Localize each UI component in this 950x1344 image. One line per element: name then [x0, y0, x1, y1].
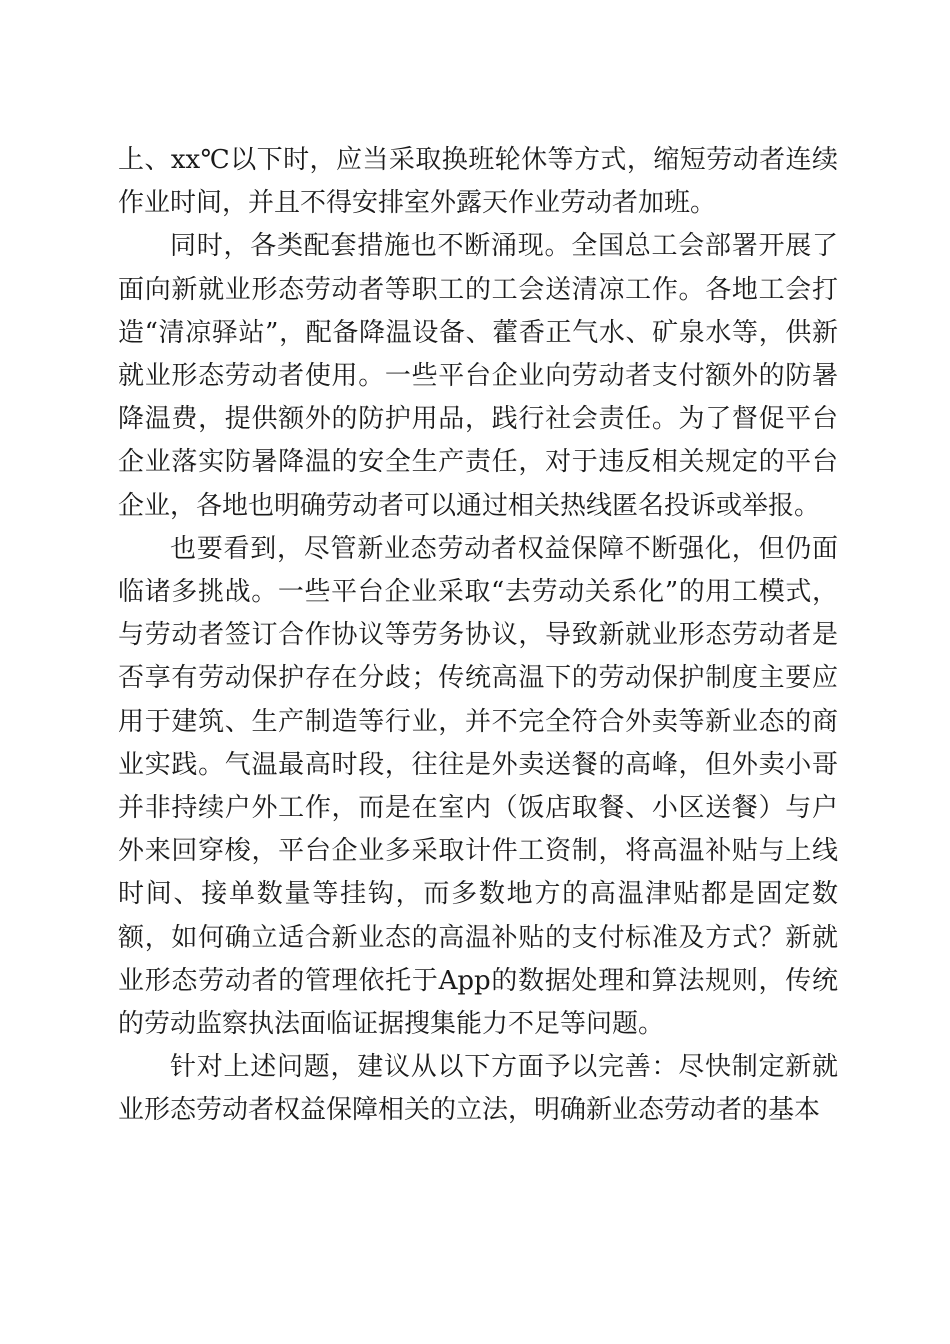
paragraph-suggestions: 针对上述问题，建议从以下方面予以完善：尽快制定新就业形态劳动者权益保障相关的立法，明确新业态劳动者的基本	[118, 1052, 838, 1126]
paragraph-challenges: 也要看到，尽管新业态劳动者权益保障不断强化，但仍面临诸多挑战。一些平台企业采取“去劳动关系化”的用工模式，与劳动者签订合作协议等劳务协议，导致新就业形态劳动者是否享有劳动保护存在分歧；传统高温下的劳动保护制度主要应用于建筑、生产制造等行业，并不完全符合外卖等新业态的商业实践。气温最高时段，往往是外卖送餐的高峰，但外卖小哥并非持续户外工作，而是在室内（饭店取餐、小区送餐）与户外来回穿梭，平台企业多采取计件工资制，将高温补贴与上线时间、接单数量等挂钩，而多数地方的高温津贴都是固定数额，如何确立适合新业态的高温补贴的支付标准及方式？新就业形态劳动者的管理依托于App的数据处理和算法规则，传统的劳动监察执法面临证据搜集能力不足等问题。	[118, 533, 838, 1040]
document-body	[118, 139, 838, 1133]
paragraph-continuation: 上、xx℃以下时，应当采取换班轮休等方式，缩短劳动者连续作业时间，并且不得安排室外露天作业劳动者加班。	[118, 145, 838, 219]
paragraph-supporting-measures: 同时，各类配套措施也不断涌现。全国总工会部署开展了面向新就业形态劳动者等职工的工会送清凉工作。各地工会打造“清凉驿站”，配备降温设备、藿香正气水、矿泉水等，供新就业形态劳动者使用。一些平台企业向劳动者支付额外的防暑降温费，提供额外的防护用品，践行社会责任。为了督促平台企业落实防暑降温的安全生产责任，对于违反相关规定的平台企业，各地也明确劳动者可以通过相关热线匿名投诉或举报。	[118, 231, 838, 521]
